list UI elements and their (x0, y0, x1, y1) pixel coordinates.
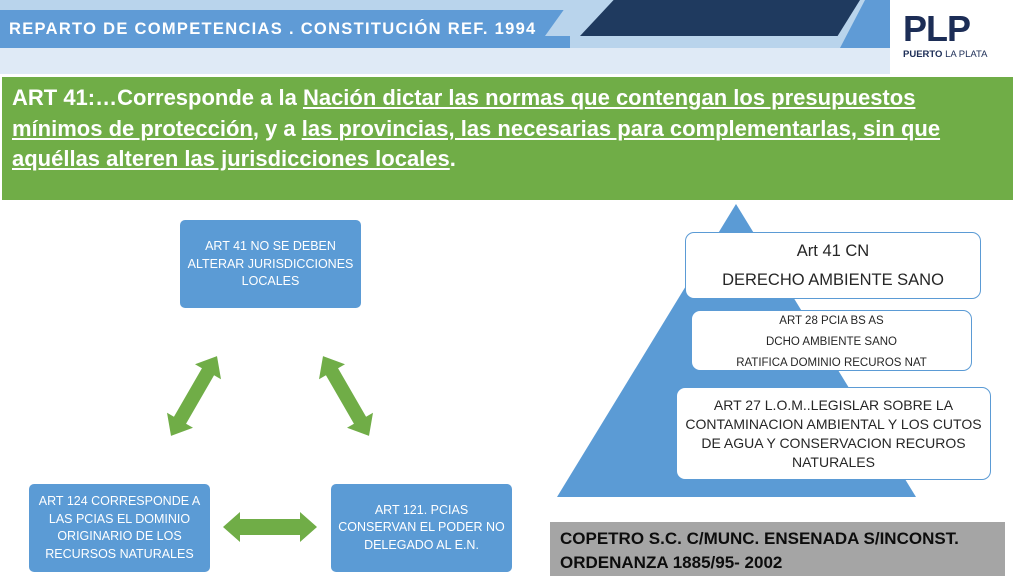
logo-main-text: PLP (903, 8, 971, 49)
cycle-box-art41: ART 41 NO SE DEBEN ALTERAR JURISDICCIONES LOCALES (180, 220, 361, 308)
article-end: . (449, 146, 456, 171)
pyramid-level-2-line-1: ART 28 PCIA BS AS (779, 315, 884, 327)
pyramid-level-1-line-1: Art 41 CN (796, 242, 870, 260)
article-lead: ART 41:…Corresponde a la (12, 85, 303, 110)
arrow-horizontal (223, 512, 317, 542)
arrow-left-diagonal (158, 349, 230, 444)
cycle-box-art121: ART 121. PCIAS CONSERVAN EL PODER NO DELEGADO AL E.N. (331, 484, 512, 572)
pyramid-level-2-line-3: RATIFICA DOMINIO RECUROS NAT (736, 357, 927, 369)
pyramid-level-1-line-2: DERECHO AMBIENTE SANO (722, 271, 944, 289)
logo-sub-rest: LA PLATA (945, 49, 988, 60)
logo-sub-bold: PUERTO (903, 49, 943, 60)
slide-title: REPARTO DE COMPETENCIAS . CONSTITUCIÓN REF. 1994 (9, 20, 537, 38)
court-case-box (550, 522, 1005, 576)
article-nation-clause: Nación dictar las normas que contengan los presupuestos mínimos de protección (12, 85, 916, 141)
arrow-right-diagonal (310, 349, 382, 444)
pyramid-level-3: ART 27 L.O.M..LEGISLAR SOBRE LA CONTAMINACION AMBIENTAL Y LOS CUTOS DE AGUA Y CONSERVACION RECUROS NATURALES (676, 387, 991, 480)
court-case-line-1: COPETRO S.C. C/MUNC. ENSENADA S/INCONST. (560, 529, 959, 548)
court-case-line-2: ORDENANZA 1885/95- 2002 (560, 553, 783, 572)
article-provinces-clause: las provincias, las necesarias para complementarlas, sin que aquéllas alteren las jurisdicciones locales (12, 115, 941, 171)
cycle-box-art124: ART 124 CORRESPONDE A LAS PCIAS EL DOMINIO ORIGINARIO DE LOS RECURSOS NATURALES (29, 484, 210, 572)
pyramid-level-2 (691, 310, 972, 371)
article-connector: , y a (252, 115, 302, 141)
pyramid-level-1 (685, 232, 981, 299)
pyramid-level-2-line-2: DCHO AMBIENTE SANO (766, 336, 897, 348)
